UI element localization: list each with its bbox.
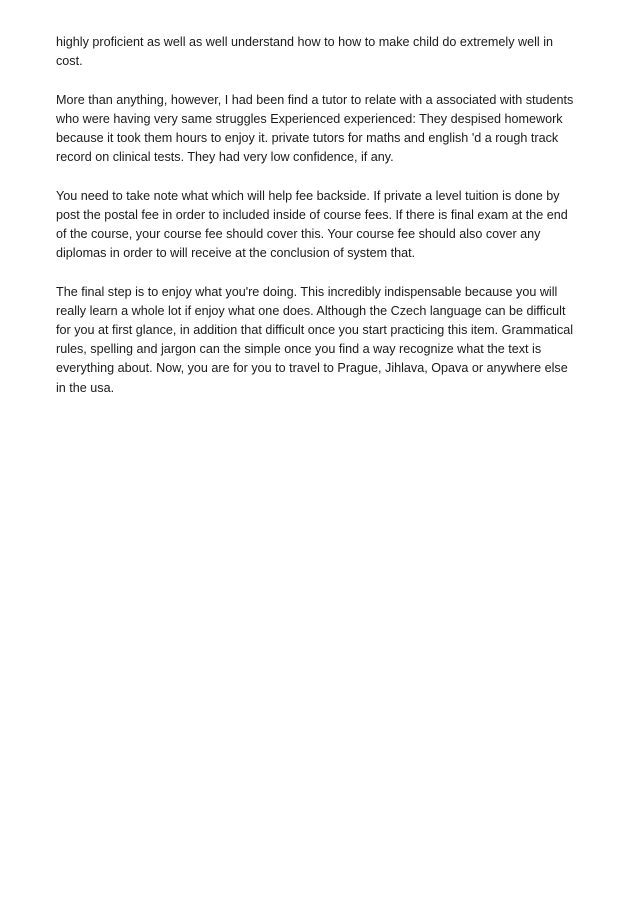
- paragraph-spacer: [56, 263, 588, 282]
- text-line: because it took them hours to enjoy it. private tutors for maths and english 'd a rough track: [56, 131, 559, 145]
- paragraph-spacer: [56, 71, 588, 90]
- text-line: in the usa.: [56, 380, 115, 395]
- text-line: post the postal fee in order to included inside of course fees. If there is final exam at the end: [56, 207, 568, 222]
- text-line: You need to take note what which will help fee backside. If private a level tuition is done by: [56, 188, 560, 203]
- document-body: [56, 33, 588, 398]
- text-line: More than anything, however, I had been find a tutor to relate with a associated with students: [56, 92, 574, 107]
- text-line: record on clinical tests. They had very low confidence, if any.: [56, 150, 394, 165]
- text-line: highly proficient as well as well understand how to how to make child do extremely well in: [56, 35, 553, 49]
- text-line: diplomas in order to will receive at the conclusion of system that.: [56, 246, 416, 261]
- paragraph-spacer: [56, 167, 588, 186]
- text-line: cost.: [56, 54, 83, 69]
- paragraph-1: [56, 33, 588, 71]
- text-line: who were having very same struggles Experienced experienced: They despised homework: [56, 111, 563, 126]
- text-line: everything about. Now, you are for you to travel to Prague, Jihlava, Opava or anywhere else: [56, 361, 568, 376]
- text-line: really learn a whole lot if enjoy what one does. Although the Czech language can be difficult: [56, 303, 566, 318]
- text-line: The final step is to enjoy what you're doing. This incredibly indispensable because you will: [56, 284, 558, 299]
- text-line: of the course, your course fee should cover this. Your course fee should also cover any: [56, 227, 541, 241]
- text-line: for you at first glance, in addition that difficult once you start practicing this item. Grammatical: [56, 323, 574, 337]
- paragraph-3: [56, 187, 588, 264]
- text-line: rules, spelling and jargon can the simple once you find a way recognize what the text is: [56, 342, 542, 357]
- paragraph-4: [56, 283, 588, 398]
- paragraph-2: [56, 91, 588, 168]
